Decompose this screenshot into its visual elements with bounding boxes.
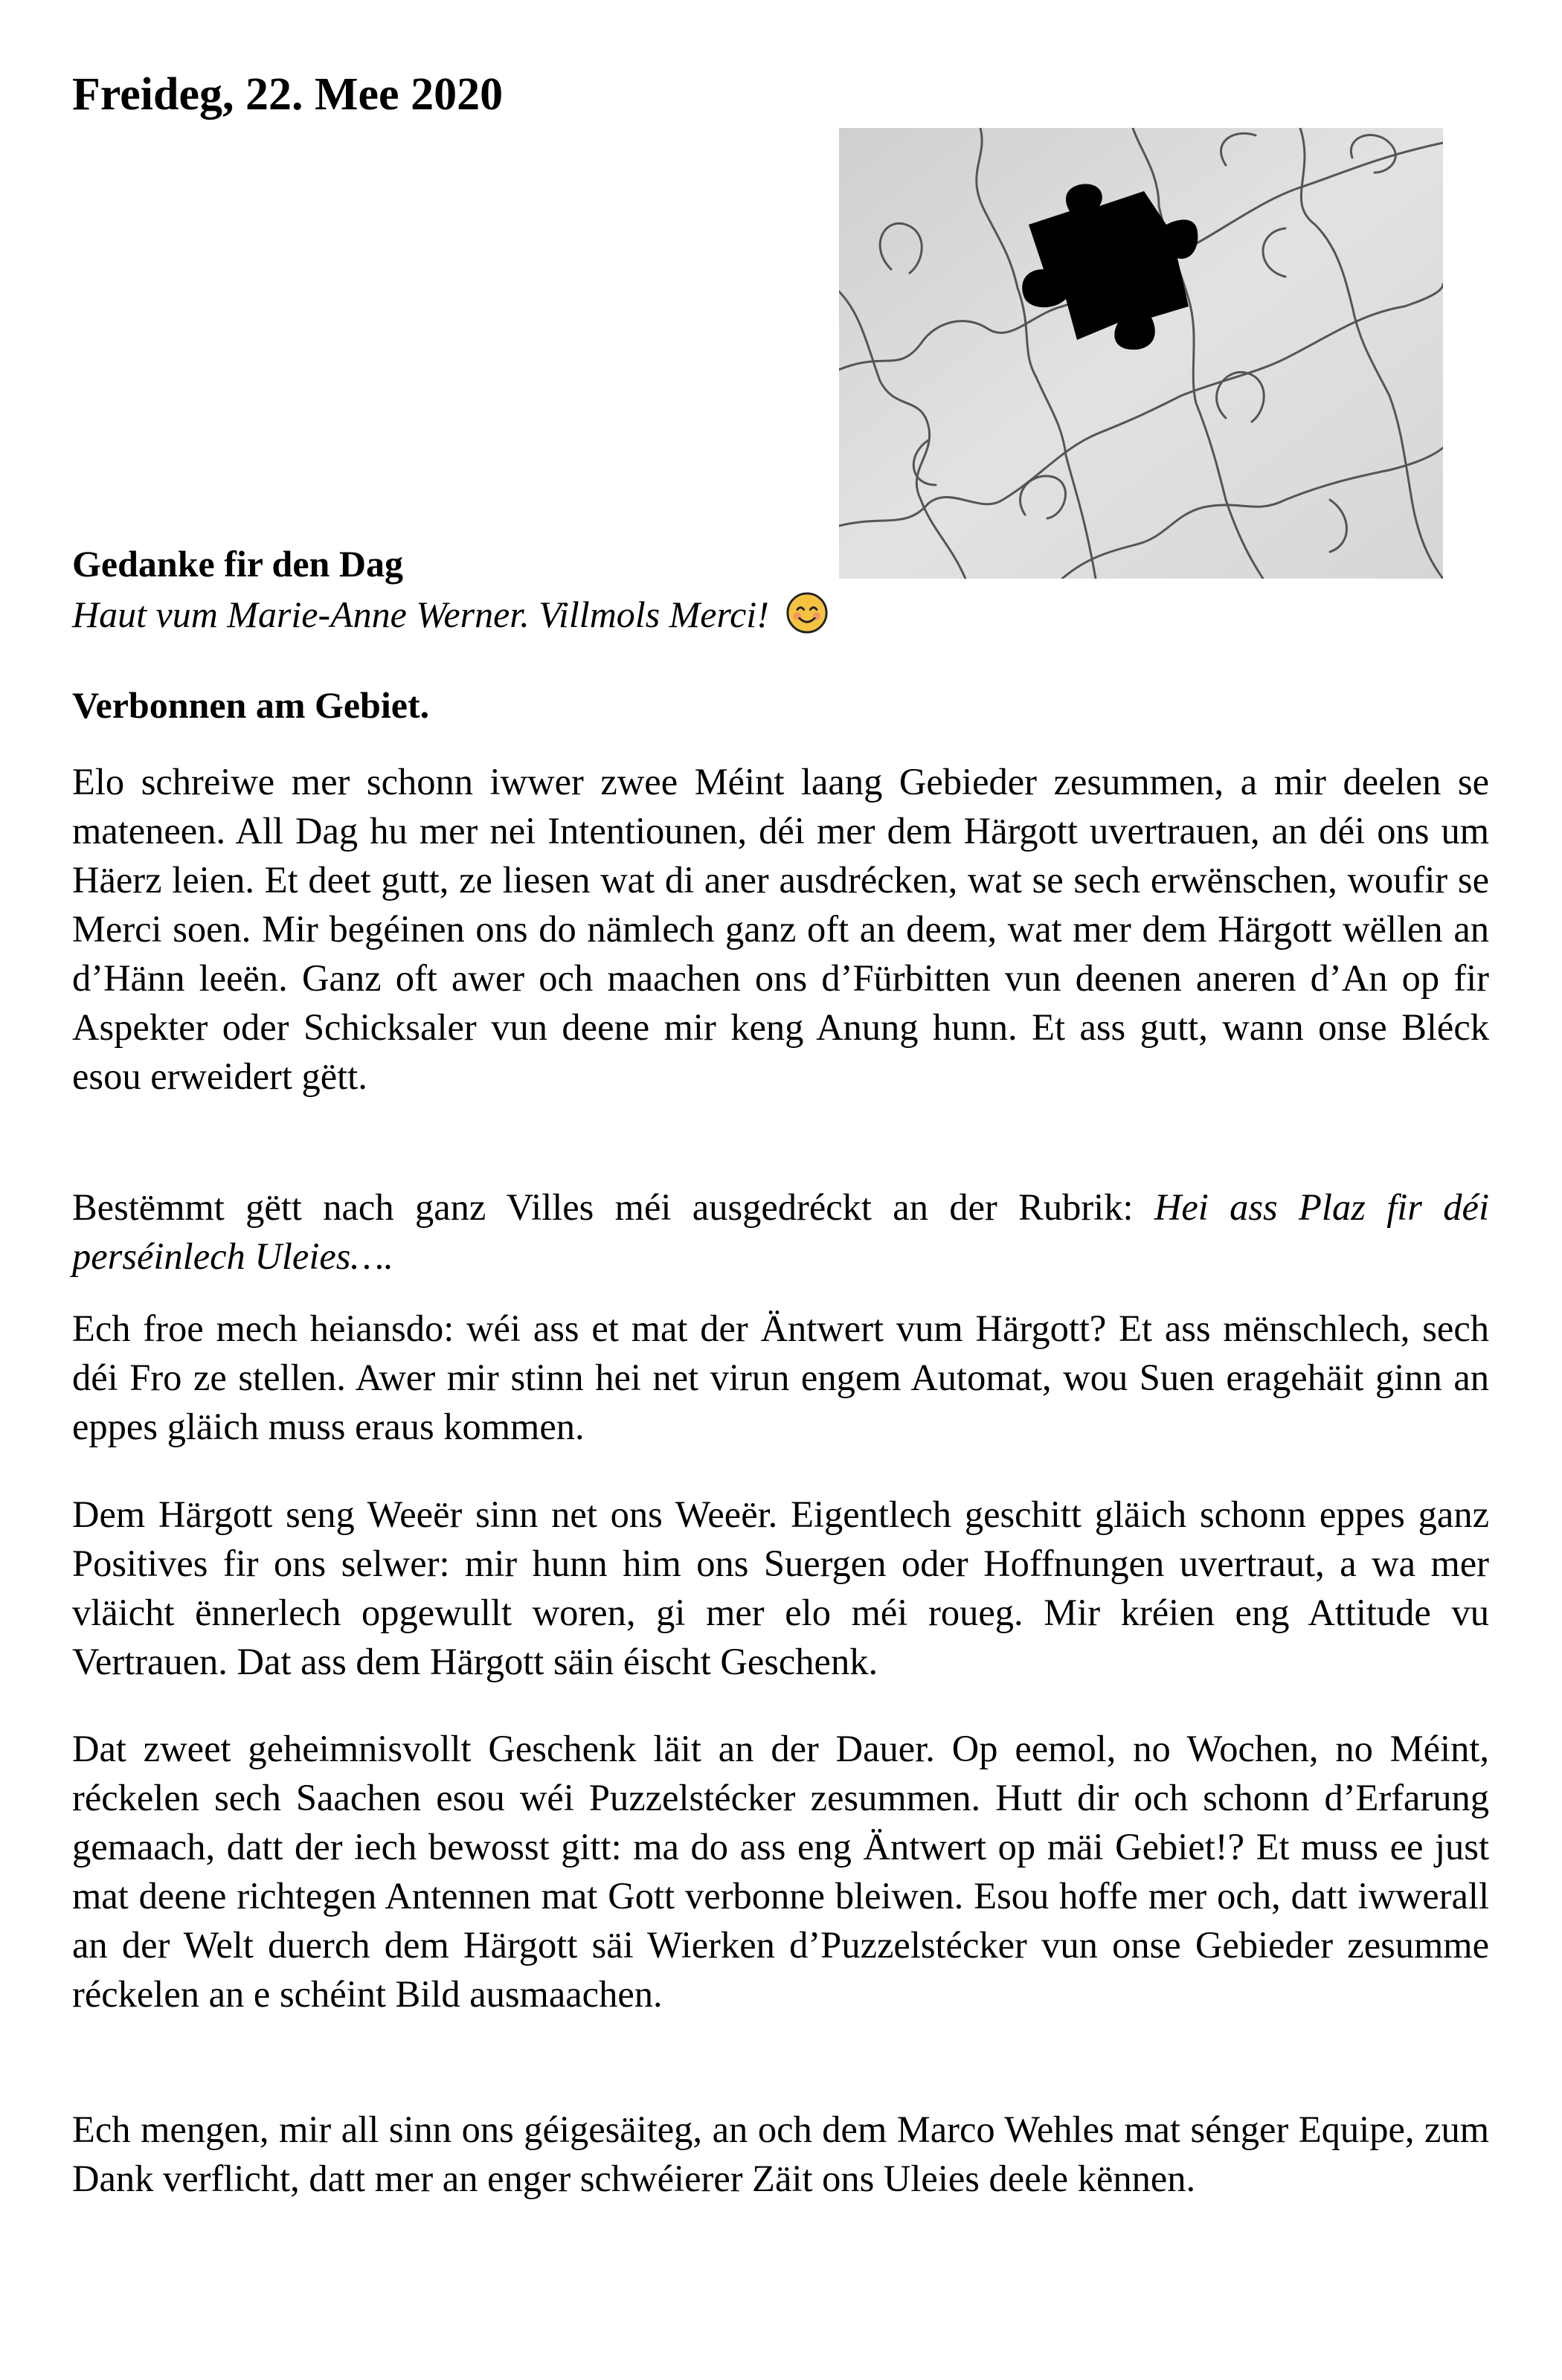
paragraph-2-text: Bestëmmt gëtt nach ganz Villes méi ausgedréckt an der Rubrik:	[72, 1186, 1154, 1228]
date-title: Freideg, 22. Mee 2020	[72, 69, 504, 120]
paragraph-6: Ech mengen, mir all sinn ons géigesäiteg, an och dem Marco Wehles mat sénger Equipe, zum Dank verflicht, datt mer an enger schwéierer Zäit ons Uleies deele kënnen.	[72, 2109, 1489, 2199]
author-credit-text: Haut vum Marie-Anne Werner. Villmols Merci!	[72, 594, 769, 635]
rubric-name: Hei ass Plaz fir déi perséinlech Uleies….	[72, 1186, 1489, 1277]
smiling-face-icon	[785, 591, 829, 634]
section-heading: Gedanke fir den Dag	[72, 543, 403, 585]
paragraph-1: Elo schreiwe mer schonn iwwer zwee Méint laang Gebieder zesummen, a mir deelen se mateneen. All Dag hu mer nei Intentiounen, déi mer dem Härgott uvertrauen, an déi ons um Häerz leien. Et deet gutt, ze liesen wat di aner ausdrécken, wat se sech erwënschen, woufir se Merci soen. Mir begéinen ons do nämlech ganz oft an deem, wat mer dem Härgott wëllen an d’Hänn leeën. Ganz oft awer och maachen ons d’Fürbitten vun deenen aneren d’An op fir Aspekter oder Schicksaler vun deene mir keng Anung hunn. Et ass gutt, wann onse Bléck esou erweidert gëtt.	[72, 761, 1489, 1097]
paragraph-5: Dat zweet geheimnisvollt Geschenk läit an der Dauer. Op eemol, no Wochen, no Méint, réckelen sech Saachen esou wéi Puzzelstécker zesummen. Hutt dir och schonn d’Erfarung gemaach, datt der iech bewosst gitt: ma do ass eng Äntwert op mäi Gebiet!? Et muss ee just mat deene richtegen Antennen mat Gott verbonne bleiwen. Esou hoffe mer och, datt iwwerall an der Welt duerch dem Härgott säi Wierken d’Puzzelstécker vun onse Gebieder zesumme réckelen an e schéint Bild ausmaachen.	[72, 1728, 1489, 2015]
paragraph-3: Ech froe mech heiansdo: wéi ass et mat der Äntwert vum Härgott? Et ass mënschlech, sech déi Fro ze stellen. Awer mir stinn hei net virun engem Automat, wou Suen eragehäit ginn an eppes gläich muss eraus kommen.	[72, 1308, 1489, 1447]
author-credit	[72, 592, 829, 637]
puzzle-image	[839, 128, 1443, 579]
article-title: Verbonnen am Gebiet.	[72, 684, 430, 726]
puzzle-pieces-graphic	[839, 128, 1443, 579]
paragraph-2	[72, 1183, 1489, 1281]
paragraph-4: Dem Härgott seng Weeër sinn net ons Weeër. Eigentlech geschitt gläich schonn eppes ganz Positives fir ons selwer: mir hunn him ons Suergen oder Hoffnungen uvertraut, a wa mer vläicht ënnerlech opgewullt woren, gi mer elo méi roueg. Mir kréien eng Attitude vu Vertrauen. Dat ass dem Härgott säin éischt Geschenk.	[72, 1493, 1489, 1682]
